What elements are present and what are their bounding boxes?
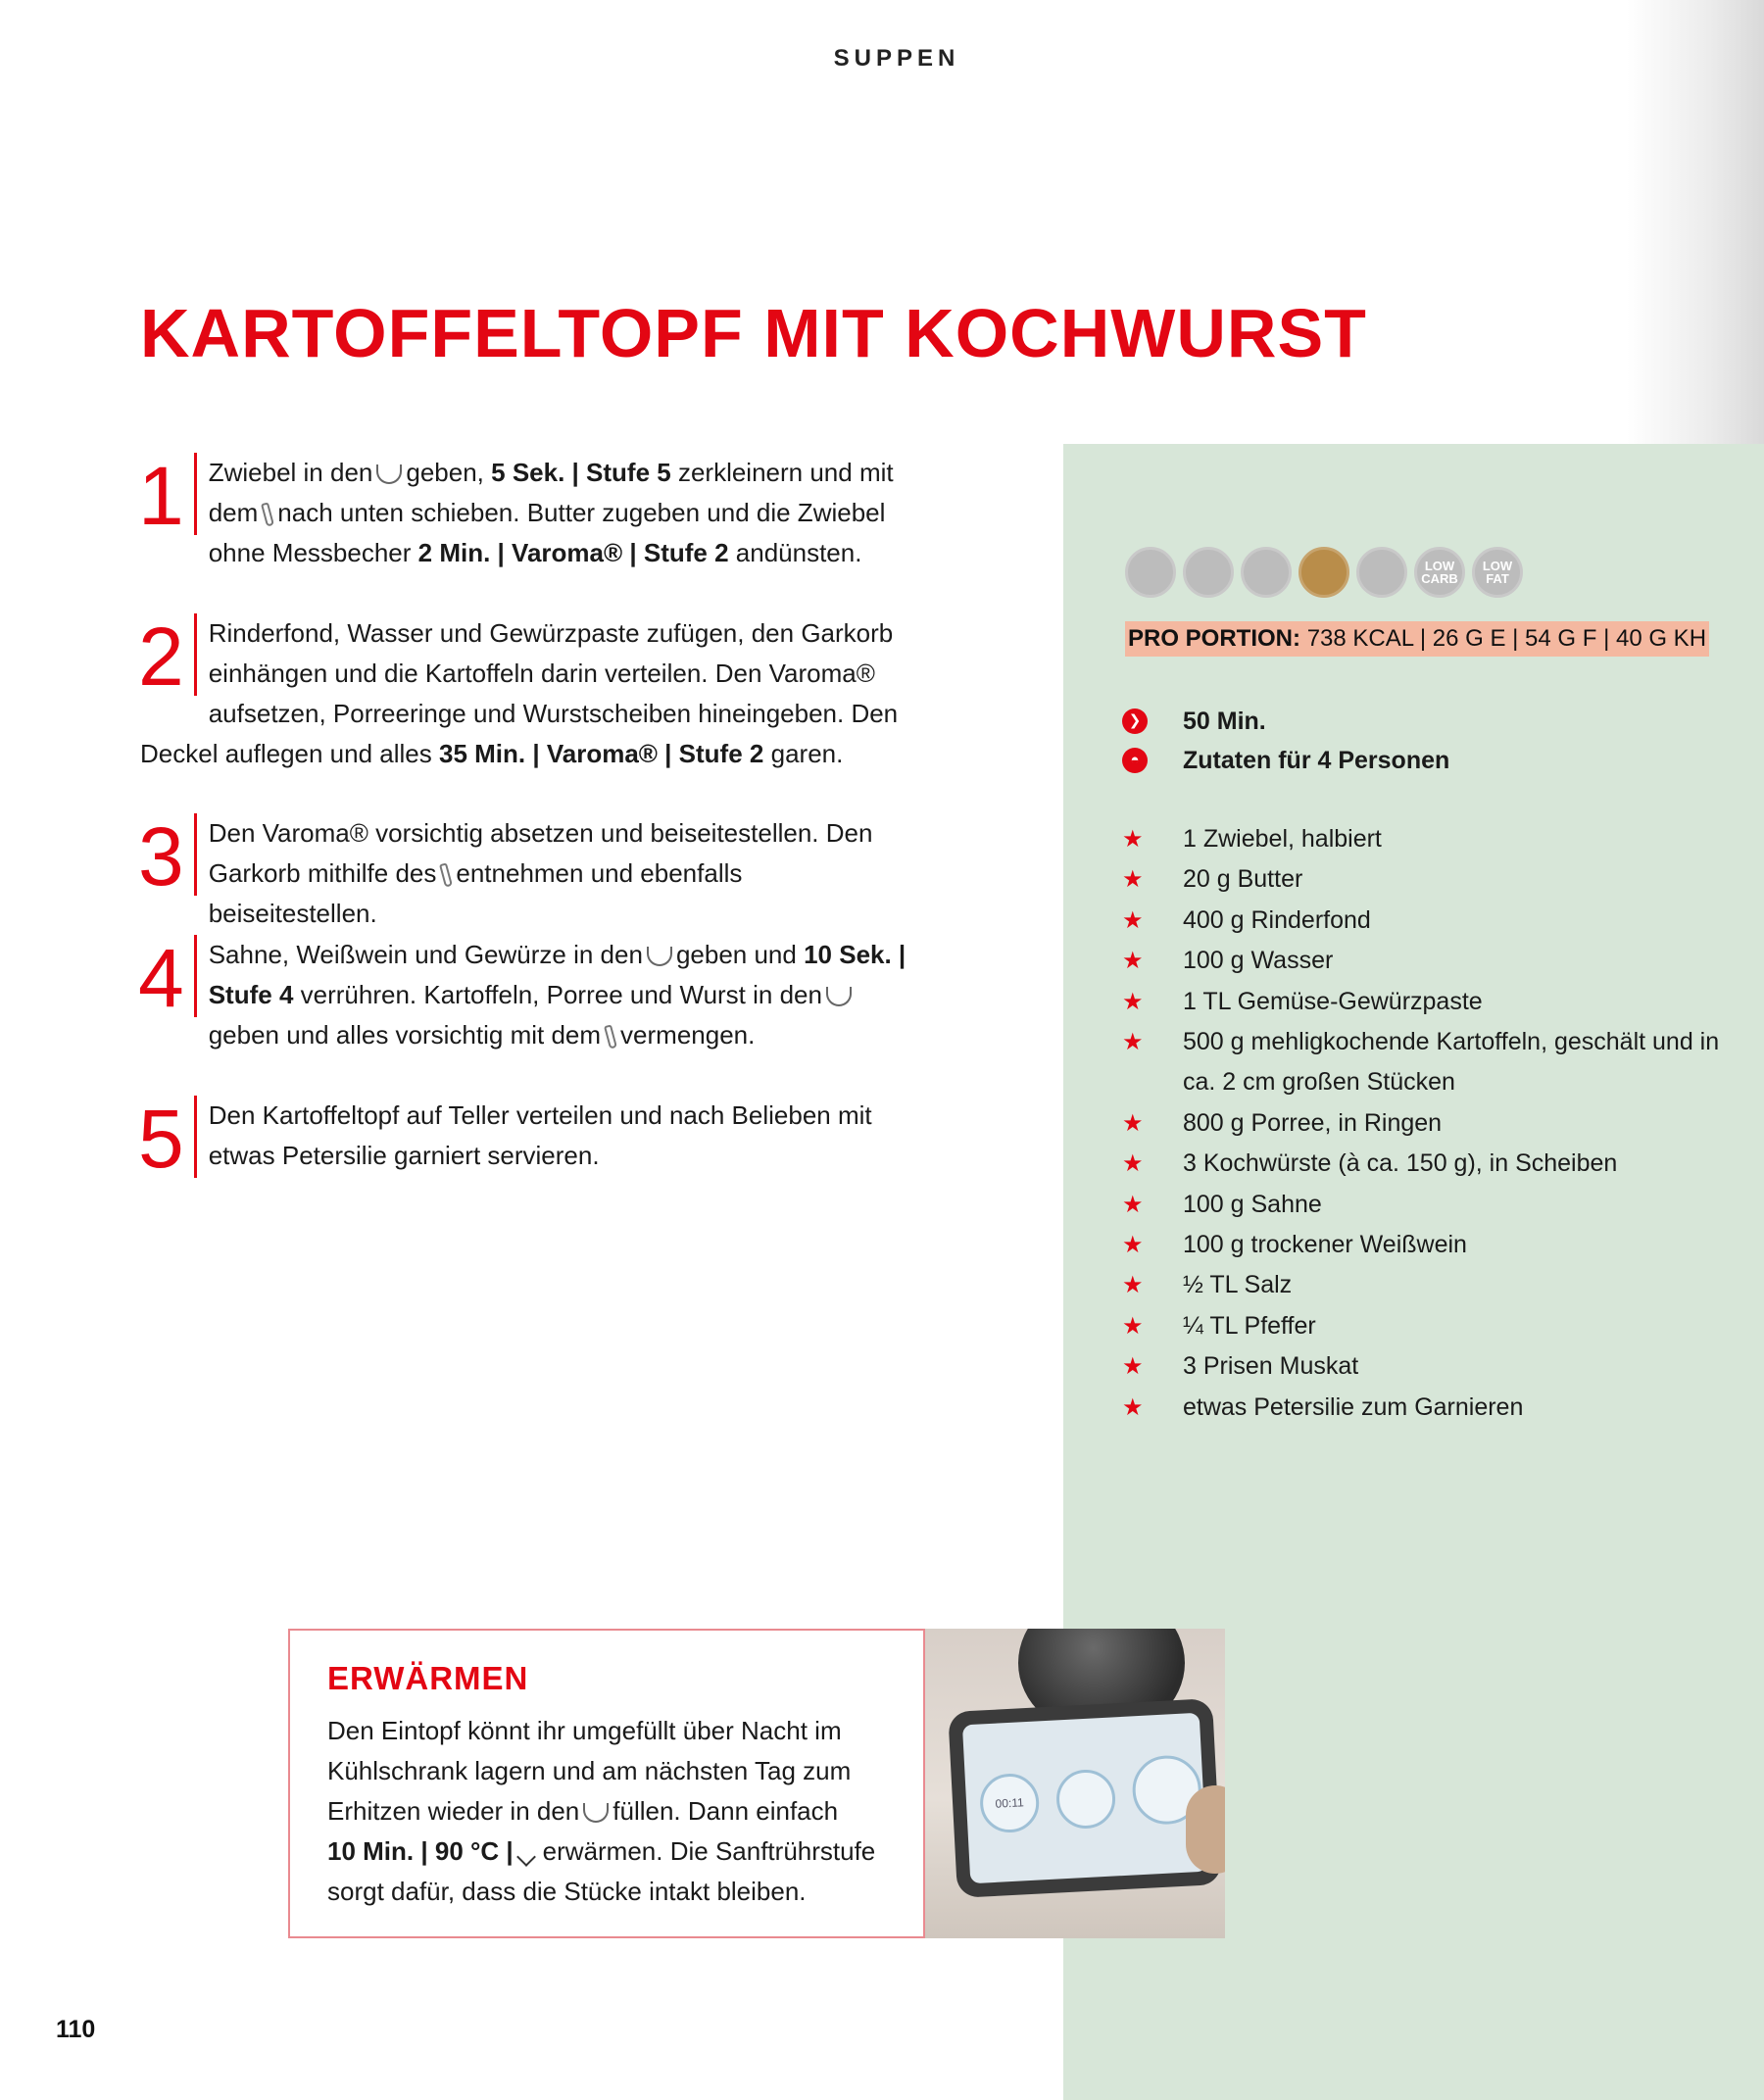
low-fat-icon: LOW FAT [1472,547,1523,598]
step-text: Den Kartoffeltopf auf Teller verteilen und nach Belieben mit etwas Petersilie garniert servieren. [208,1100,872,1170]
step-text: Rinderfond, Wasser und Gewürzpaste zufügen, den Garkorb einhängen und die Kartoffeln darin verteilen. Den Varoma® aufsetzen, Porreeringe und Wurstscheiben hineingeben. Den Deckel auflegen und alles [140,618,899,768]
section-label: SUPPEN [833,45,960,72]
step-setting: 35 Min. | Varoma® | Stufe 2 [439,739,764,768]
tip-text: Den Eintopf könnt ihr umgefüllt über Nacht im Kühlschrank lagern und am nächsten Tag zum Erhitzen wieder in den füllen. Dann einfach 10 Min. | 90 °C | erwärmen. Die Sanftrührstufe sorgt dafür, dass die Stücke intakt bleiben. [327,1716,876,1906]
recipe-steps [138,450,914,1185]
step-text: entnehmen und ebenfalls beiseitestellen. [208,858,743,928]
mixing-bowl-icon [647,947,672,966]
tip-setting: 10 Min. | 90 °C | [327,1836,514,1866]
star-icon: ★ [1122,1353,1144,1381]
page-number: 110 [56,2016,96,2043]
star-icon: ★ [1122,1029,1144,1056]
step-text: garen. [770,739,844,768]
step-4 [138,932,914,1056]
step-text: Den Varoma® vorsichtig absetzen und beiseitestellen. Den Garkorb mithilfe des [208,818,873,888]
recipe-meta [1122,702,1449,780]
tip-title: ERWÄRMEN [327,1660,529,1696]
timer-dial: 00:11 [979,1772,1041,1833]
star-icon: ★ [1122,948,1144,975]
step-text: geben, [406,458,484,487]
step-text: Zwiebel in den [208,458,373,487]
step-number: 3 [138,810,184,903]
spatula-icon [261,502,274,526]
temperature-dial [1055,1768,1117,1830]
step-3 [138,810,914,928]
list-item: ★ 100 g trockener Weißwein [1122,1225,1749,1265]
step-text: nach unten schieben. Butter zugeben und die Zwiebel ohne Messbecher [208,498,886,567]
appliance-display [948,1698,1222,1898]
recipe-title: KARTOFFELTOPF MIT KOCHWURST [140,295,1367,371]
list-item: ★ 500 g mehligkochende Kartoffeln, geschält und in ca. 2 cm großen Stücken [1122,1022,1749,1103]
list-item: ★ ¼ TL Pfeffer [1122,1306,1749,1346]
step-divider [194,935,197,1017]
diet-icons [1125,547,1523,598]
star-icon: ★ [1122,1109,1144,1137]
step-divider [194,613,197,696]
nutrition-label: PRO PORTION: [1128,625,1301,652]
tip-box [288,1629,925,1938]
step-text: andünsten. [735,538,862,567]
spatula-icon [604,1024,617,1049]
gentle-stir-icon [517,1842,539,1864]
step-1 [138,450,914,574]
list-item: ★ 1 Zwiebel, halbiert [1122,819,1749,859]
list-item: ★ 400 g Rinderfond [1122,901,1749,941]
star-icon: ★ [1122,1150,1144,1178]
step-number: 5 [138,1093,184,1185]
step-2 [138,610,914,774]
display-screen [962,1713,1207,1883]
list-item: ★ 1 TL Gemüse-Gewürzpaste [1122,982,1749,1022]
thermomix-display-photo [925,1629,1225,1938]
vegan-icon [1183,547,1234,598]
star-icon: ★ [1122,866,1144,894]
step-text: Sahne, Weißwein und Gewürze in den [208,940,643,969]
list-item: ★ ½ TL Salz [1122,1265,1749,1305]
mixing-bowl-icon [583,1803,609,1823]
nutrition-info [1125,621,1709,657]
list-item: ★ 3 Kochwürste (à ca. 150 g), in Scheiben [1122,1144,1749,1184]
step-setting: 2 Min. | Varoma® | Stufe 2 [417,538,729,567]
spatula-icon [439,862,453,887]
gluten-free-icon [1298,547,1349,598]
servings-row [1122,741,1449,780]
star-icon: ★ [1122,1191,1144,1218]
step-text: geben und alles vorsichtig mit dem [208,1020,602,1050]
step-text: vermengen. [620,1020,756,1050]
star-icon: ★ [1122,906,1144,934]
mixing-bowl-icon [826,987,852,1006]
step-5 [138,1093,914,1185]
star-icon: ★ [1122,826,1144,853]
total-time: 50 Min. [1183,707,1266,735]
servings: Zutaten für 4 Personen [1183,746,1450,774]
step-text: verrühren. Kartoffeln, Porree und Wurst in den [300,980,822,1009]
list-item: ★ 3 Prisen Muskat [1122,1346,1749,1387]
nutrition-values: 738 KCAL | 26 G E | 54 G F | 40 G KH [1306,625,1707,652]
vegetarian-icon [1125,547,1176,598]
mixing-bowl-icon [376,464,402,484]
low-carb-icon: LOW CARB [1414,547,1465,598]
egg-free-icon [1356,547,1407,598]
ingredient-list [1122,819,1749,1428]
list-item: ★ 800 g Porree, in Ringen [1122,1103,1749,1144]
star-icon: ★ [1122,1232,1144,1259]
list-item: ★ 100 g Wasser [1122,941,1749,981]
list-item: ★ etwas Petersilie zum Garnieren [1122,1388,1749,1428]
list-item: ★ 20 g Butter [1122,859,1749,900]
step-text: zerkleinern und mit dem [208,458,894,527]
step-number: 4 [138,932,184,1024]
step-divider [194,1096,197,1178]
clock-icon: ❯ [1122,708,1148,734]
step-divider [194,453,197,535]
time-row [1122,702,1449,741]
star-icon: ★ [1122,988,1144,1015]
step-setting: 10 Sek. | Stufe 4 [208,940,906,1009]
star-icon: ★ [1122,1393,1144,1421]
step-setting: 5 Sek. | Stufe 5 [491,458,671,487]
step-number: 1 [138,450,184,542]
star-icon: ★ [1122,1312,1144,1340]
lactose-free-icon [1241,547,1292,598]
hand [1186,1785,1225,1874]
people-icon: ◓ [1122,748,1148,773]
step-number: 2 [138,610,184,703]
list-item: ★ 100 g Sahne [1122,1185,1749,1225]
step-divider [194,813,197,896]
star-icon: ★ [1122,1272,1144,1299]
step-text: geben und [675,940,797,969]
